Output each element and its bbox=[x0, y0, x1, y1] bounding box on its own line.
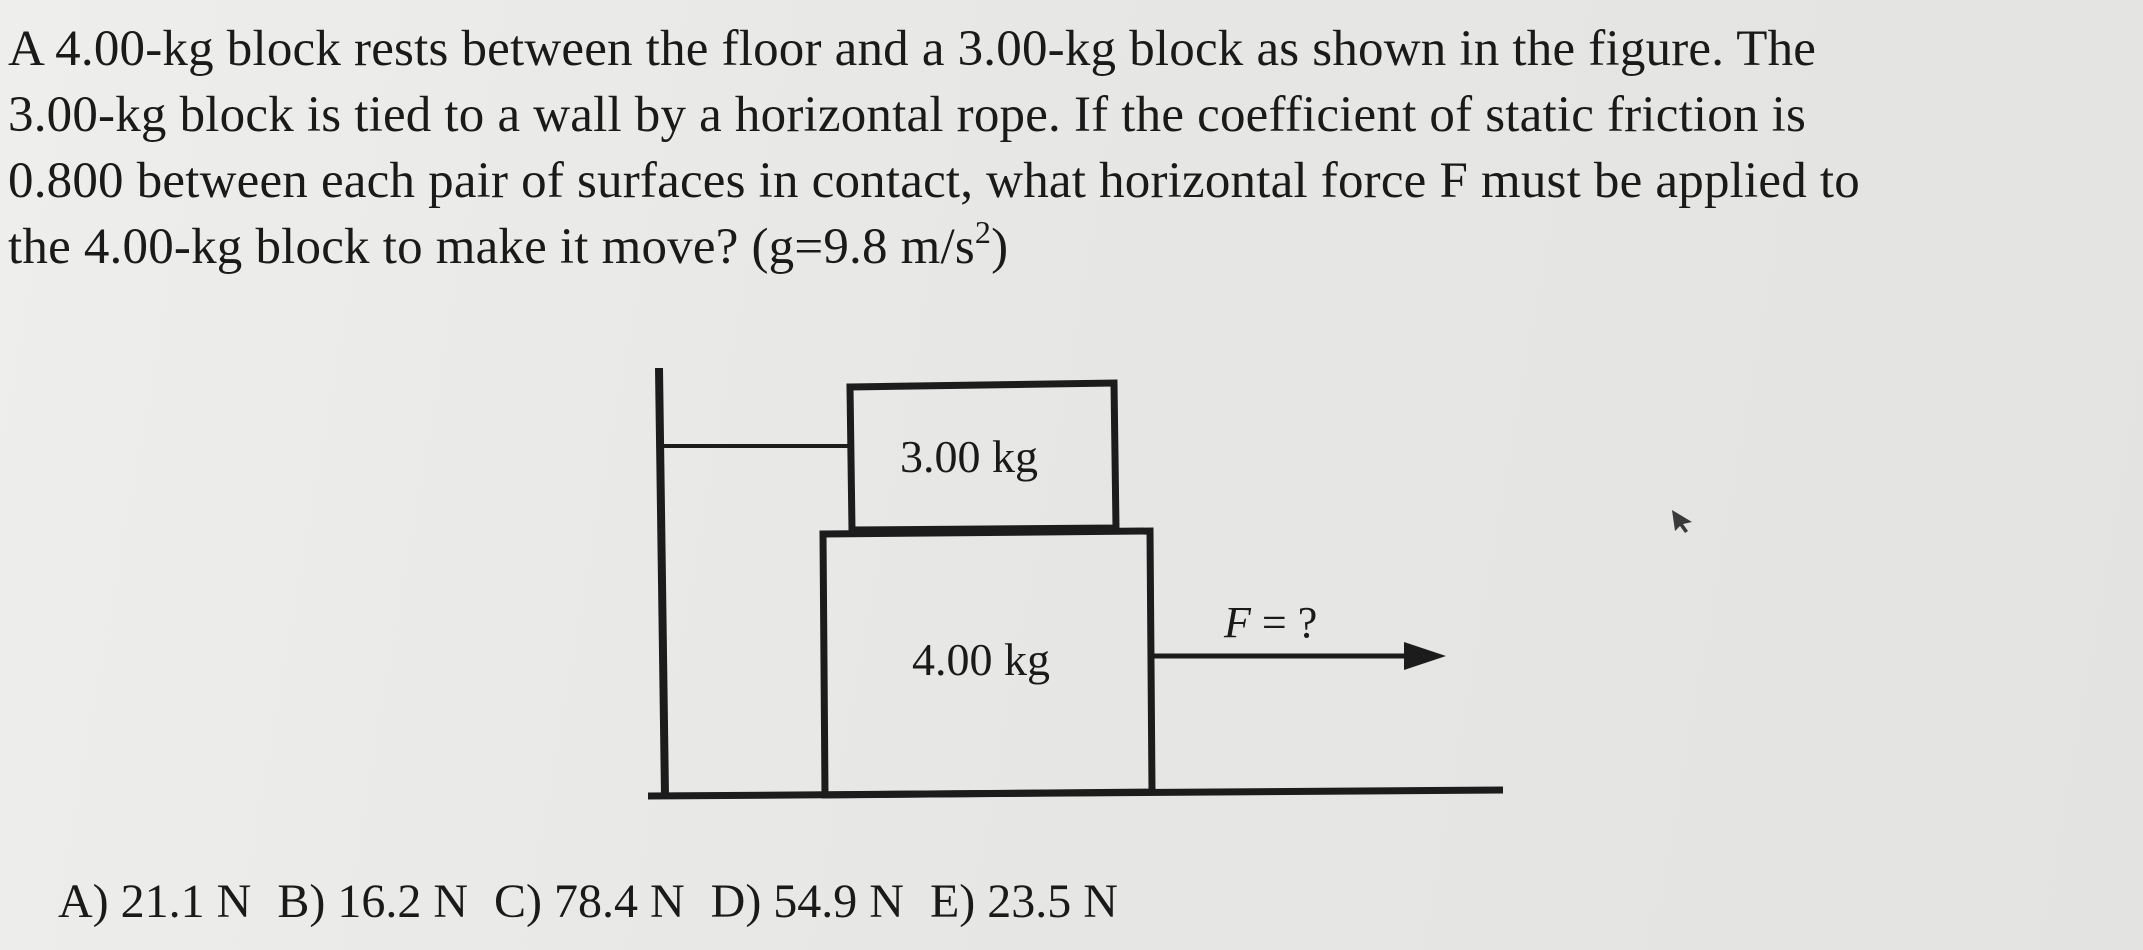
top-block-label: 3.00 kg bbox=[900, 431, 1038, 482]
answer-choices bbox=[58, 872, 1132, 932]
problem-line-4-text: the 4.00-kg block to make it move? (g=9.8 m/s bbox=[8, 219, 975, 275]
answer-choice-c: C) 78.4 N bbox=[493, 875, 685, 928]
closing-paren: ) bbox=[991, 219, 1009, 275]
force-arrow-head bbox=[1404, 642, 1446, 670]
problem-line-1: A 4.00-kg block rests between the floor and a 3.00-kg block as shown in the figure. The bbox=[8, 21, 1817, 77]
answer-choice-d: D) 54.9 N bbox=[710, 875, 904, 928]
force-value: = ? bbox=[1250, 598, 1318, 647]
problem-line-2: 3.00-kg block is tied to a wall by a horizontal rope. If the coefficient of static friction is bbox=[8, 87, 1807, 143]
bottom-block-label: 4.00 kg bbox=[912, 634, 1050, 685]
answer-choice-e: E) 23.5 N bbox=[929, 875, 1118, 928]
answer-choice-a: A) 21.1 N bbox=[58, 875, 252, 928]
wall bbox=[659, 368, 665, 796]
force-symbol: F bbox=[1224, 598, 1251, 647]
problem-line-3: 0.800 between each pair of surfaces in contact, what horizontal force F must be applied to bbox=[8, 153, 1860, 209]
cursor-icon bbox=[1672, 510, 1692, 533]
answer-choice-b: B) 16.2 N bbox=[277, 875, 468, 928]
force-label bbox=[1223, 598, 1317, 647]
exponent: 2 bbox=[974, 214, 992, 250]
